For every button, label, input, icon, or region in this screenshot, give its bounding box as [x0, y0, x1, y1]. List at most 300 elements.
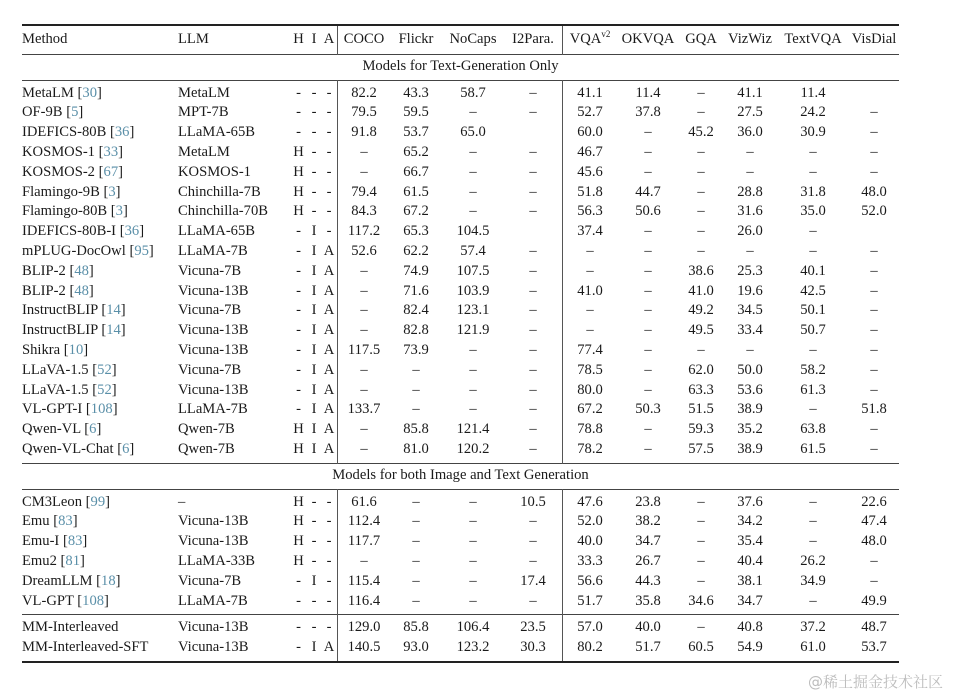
okvqa-cell: 50.3: [635, 401, 661, 418]
header-i2para: I2Para.: [504, 25, 563, 54]
i2para-cell: [504, 222, 563, 242]
vqav2-cell: 60.0: [577, 124, 603, 141]
citation-link[interactable]: [108]: [77, 592, 109, 609]
h-flag: -: [296, 592, 301, 609]
header-i: I: [311, 31, 317, 47]
llm-cell: Vicuna-13B: [178, 619, 249, 636]
textvqa-cell: 42.5: [800, 282, 826, 299]
h-flag: H: [293, 203, 304, 220]
h-flag: H: [293, 143, 304, 160]
method-name: BLIP-2: [22, 282, 66, 299]
method-name: MM-Interleaved: [22, 619, 119, 636]
textvqa-cell: 37.2: [800, 619, 826, 636]
coco-cell: –: [360, 262, 368, 279]
visdial-cell: –: [870, 361, 878, 378]
visdial-cell: –: [870, 381, 878, 398]
section-title: Models for both Image and Text Generation: [332, 466, 589, 483]
vqav2-cell: 78.2: [577, 440, 603, 457]
citation-link[interactable]: [108]: [85, 401, 118, 418]
citation-link[interactable]: [30]: [77, 84, 102, 101]
citation-link[interactable]: [3]: [103, 183, 121, 200]
h-flag: H: [293, 163, 304, 180]
h-flag: -: [296, 639, 301, 656]
okvqa-cell: 11.4: [635, 84, 661, 101]
h-flag: H: [293, 533, 304, 550]
i-flag: I: [311, 223, 317, 240]
coco-cell: –: [360, 282, 368, 299]
header-vqa-sup: v2: [601, 29, 611, 40]
textvqa-cell: –: [809, 493, 817, 510]
citation-link[interactable]: [14]: [101, 302, 126, 319]
nocaps-cell: –: [469, 552, 477, 569]
okvqa-cell: 50.6: [635, 203, 661, 220]
vqav2-cell: 78.8: [577, 421, 603, 438]
citation-number: 108: [90, 401, 113, 418]
nocaps-cell: –: [469, 572, 477, 589]
a-flag: A: [321, 440, 338, 463]
vizwiz-cell: 35.4: [737, 533, 763, 550]
method-name: InstructBLIP: [22, 302, 98, 319]
citation-number: 30: [82, 84, 98, 101]
a-flag: A: [321, 301, 338, 321]
citation-link[interactable]: [83]: [53, 513, 78, 530]
i-flag: -: [311, 552, 317, 569]
citation-number: 52: [97, 361, 112, 378]
okvqa-cell: –: [644, 361, 652, 378]
table-row: [22, 80, 899, 103]
textvqa-cell: 30.9: [800, 124, 826, 141]
citation-link[interactable]: [3]: [110, 203, 128, 220]
flickr-cell: 59.5: [403, 104, 429, 121]
coco-cell: 112.4: [347, 513, 381, 530]
coco-cell: 117.5: [347, 341, 381, 358]
citation-link[interactable]: [33]: [98, 143, 123, 160]
nocaps-cell: –: [469, 401, 477, 418]
okvqa-cell: 34.7: [635, 533, 661, 550]
vizwiz-cell: 33.4: [737, 322, 763, 339]
table-row: [22, 592, 899, 615]
h-flag: H: [293, 440, 304, 457]
h-flag: -: [296, 572, 301, 589]
vqav2-cell: 57.0: [577, 619, 603, 636]
i-flag: -: [311, 84, 317, 101]
i-flag: I: [311, 302, 317, 319]
i-flag: -: [311, 124, 317, 141]
okvqa-cell: 44.7: [635, 183, 661, 200]
table-row: [22, 103, 899, 123]
table-row: [22, 183, 899, 203]
citation-link[interactable]: [36]: [109, 124, 135, 141]
a-flag: -: [321, 552, 338, 572]
a-flag: A: [321, 262, 338, 282]
method-cell: [22, 592, 178, 615]
citation-link[interactable]: [52]: [92, 381, 117, 398]
nocaps-cell: –: [469, 493, 477, 510]
coco-cell: –: [360, 163, 368, 180]
nocaps-cell: –: [469, 163, 477, 180]
llm-cell: Vicuna-7B: [178, 262, 242, 279]
citation-link[interactable]: [6]: [84, 421, 102, 438]
a-flag: -: [321, 222, 338, 242]
citation-number: 36: [124, 223, 140, 240]
okvqa-cell: 37.8: [635, 104, 661, 121]
nocaps-cell: –: [469, 143, 477, 160]
method-cell: [22, 301, 178, 321]
h-flag: -: [296, 619, 301, 636]
method-name: DreamLLM: [22, 572, 93, 589]
method-cell: [22, 512, 178, 532]
textvqa-cell: –: [809, 533, 817, 550]
header-h: H: [293, 31, 304, 47]
gqa-cell: –: [697, 619, 705, 636]
method-name: MM-Interleaved-SFT: [22, 639, 149, 656]
vizwiz-cell: 28.8: [737, 183, 763, 200]
vqav2-cell: 51.8: [577, 183, 603, 200]
citation-link[interactable]: [48]: [69, 282, 94, 299]
gqa-cell: –: [697, 513, 705, 530]
visdial-cell: –: [870, 242, 878, 259]
citation-link[interactable]: [18]: [96, 572, 121, 589]
a-flag: -: [321, 615, 338, 638]
okvqa-cell: –: [644, 440, 652, 457]
flickr-cell: 85.8: [403, 619, 429, 636]
flickr-cell: 65.2: [403, 143, 429, 160]
method-cell: [22, 381, 178, 401]
okvqa-cell: 44.3: [635, 572, 661, 589]
flickr-cell: 74.9: [403, 262, 429, 279]
vizwiz-cell: 34.7: [737, 592, 763, 609]
visdial-cell: 48.0: [861, 183, 887, 200]
nocaps-cell: –: [469, 104, 477, 121]
citation-link[interactable]: [95]: [129, 242, 154, 259]
method-cell: [22, 341, 178, 361]
citation-link[interactable]: [99]: [85, 493, 110, 510]
visdial-cell: 52.0: [861, 203, 887, 220]
i-flag: I: [311, 421, 317, 438]
i-flag: -: [311, 143, 317, 160]
textvqa-cell: 50.1: [800, 302, 826, 319]
i-flag: I: [311, 440, 317, 457]
gqa-cell: –: [697, 572, 705, 589]
okvqa-cell: –: [644, 282, 652, 299]
visdial-cell: 53.7: [861, 639, 887, 656]
visdial-cell: –: [870, 104, 878, 121]
nocaps-cell: 120.2: [456, 440, 490, 457]
vizwiz-cell: 31.6: [737, 203, 763, 220]
llm-cell: Qwen-7B: [178, 421, 235, 438]
method-cell: [22, 552, 178, 572]
table-row: [22, 440, 899, 463]
nocaps-cell: –: [469, 381, 477, 398]
citation-link[interactable]: [83]: [62, 533, 88, 550]
vizwiz-cell: 27.5: [737, 104, 763, 121]
vizwiz-cell: 41.1: [737, 84, 763, 101]
header-vqa-text: VQA: [569, 31, 602, 47]
method-name: Emu: [22, 513, 50, 530]
i2para-cell: [504, 123, 563, 143]
i-flag: -: [311, 533, 317, 550]
method-cell: [22, 183, 178, 203]
flickr-cell: 61.5: [403, 183, 429, 200]
method-cell: [22, 440, 178, 463]
flickr-cell: 65.3: [403, 223, 429, 240]
llm-cell: LLaMA-65B: [178, 124, 256, 141]
table-row: [22, 301, 899, 321]
nocaps-cell: –: [469, 361, 477, 378]
gqa-cell: 34.6: [688, 592, 714, 609]
citation-link[interactable]: [5]: [66, 104, 84, 121]
gqa-cell: –: [697, 552, 705, 569]
method-name: Qwen-VL: [22, 421, 81, 438]
i2para-cell: –: [504, 341, 563, 361]
flickr-cell: 53.7: [403, 124, 429, 141]
method-cell: [22, 80, 178, 103]
llm-cell: Vicuna-13B: [178, 639, 249, 656]
vqav2-cell: 46.7: [577, 143, 603, 160]
flickr-cell: 62.2: [403, 242, 429, 259]
h-flag: H: [293, 421, 304, 438]
a-flag: -: [321, 80, 338, 103]
okvqa-cell: –: [644, 223, 652, 240]
h-flag: -: [296, 282, 301, 299]
vizwiz-cell: 34.5: [737, 302, 763, 319]
h-flag: -: [296, 104, 301, 121]
citation-number: 81: [65, 552, 80, 569]
vqav2-cell: 67.2: [577, 401, 603, 418]
i2para-cell: –: [504, 103, 563, 123]
i-flag: I: [311, 322, 317, 339]
flickr-cell: 93.0: [403, 639, 429, 656]
vizwiz-cell: –: [746, 143, 754, 160]
citation-number: 108: [82, 592, 105, 609]
i2para-cell: 17.4: [504, 572, 563, 592]
okvqa-cell: 40.0: [635, 619, 661, 636]
vizwiz-cell: 36.0: [737, 124, 763, 141]
visdial-cell: [849, 80, 899, 103]
vqav2-cell: 80.0: [577, 381, 603, 398]
coco-cell: –: [360, 143, 368, 160]
table-row: [22, 262, 899, 282]
method-name: Emu2: [22, 552, 57, 569]
llm-cell: MetaLM: [178, 84, 230, 101]
gqa-cell: –: [697, 163, 705, 180]
okvqa-cell: –: [644, 143, 652, 160]
okvqa-cell: –: [644, 322, 652, 339]
textvqa-cell: 58.2: [800, 361, 826, 378]
header-vqav2: [563, 25, 618, 54]
textvqa-cell: 35.0: [800, 203, 826, 220]
citation-number: 14: [106, 302, 121, 319]
llm-cell: MetaLM: [178, 143, 230, 160]
okvqa-cell: –: [644, 341, 652, 358]
method-name: KOSMOS-2: [22, 163, 95, 180]
header-nocaps: NoCaps: [449, 31, 497, 47]
vqav2-cell: 52.0: [577, 513, 603, 530]
citation-link[interactable]: [67]: [98, 163, 123, 180]
method-cell: [22, 321, 178, 341]
vqav2-cell: –: [586, 242, 594, 259]
a-flag: A: [321, 638, 338, 662]
gqa-cell: 49.5: [688, 322, 714, 339]
citation-link[interactable]: [36]: [119, 223, 145, 240]
method-cell: [22, 103, 178, 123]
citation-number: 48: [74, 282, 89, 299]
gqa-cell: 60.5: [688, 639, 714, 656]
i2para-cell: –: [504, 163, 563, 183]
llm-cell: Qwen-7B: [178, 440, 235, 457]
visdial-cell: [849, 222, 899, 242]
citation-number: 6: [89, 421, 97, 438]
citation-link[interactable]: [6]: [117, 440, 135, 457]
nocaps-cell: 121.9: [456, 322, 490, 339]
llm-cell: LLaMA-33B: [178, 552, 256, 569]
h-flag: -: [296, 341, 301, 358]
okvqa-cell: –: [644, 262, 652, 279]
a-flag: -: [321, 572, 338, 592]
citation-number: 5: [71, 104, 79, 121]
flickr-cell: 67.2: [403, 203, 429, 220]
i-flag: I: [311, 572, 317, 589]
coco-cell: 117.2: [347, 223, 381, 240]
coco-cell: 140.5: [347, 639, 381, 656]
table-row: [22, 321, 899, 341]
h-flag: H: [293, 493, 304, 510]
vqav2-cell: 78.5: [577, 361, 603, 378]
table-body: [22, 54, 899, 662]
i2para-cell: –: [504, 440, 563, 463]
llm-cell: Vicuna-7B: [178, 572, 242, 589]
h-flag: H: [293, 513, 304, 530]
textvqa-cell: –: [809, 143, 817, 160]
h-flag: -: [296, 124, 301, 141]
results-table-container: [22, 24, 953, 663]
i2para-cell: –: [504, 592, 563, 615]
section-header-row: [22, 54, 899, 80]
i2para-cell: –: [504, 552, 563, 572]
vizwiz-cell: 40.8: [737, 619, 763, 636]
textvqa-cell: –: [809, 401, 817, 418]
citation-number: 3: [108, 183, 116, 200]
coco-cell: –: [360, 322, 368, 339]
vizwiz-cell: –: [746, 242, 754, 259]
header-row: [22, 25, 899, 54]
textvqa-cell: 34.9: [800, 572, 826, 589]
gqa-cell: 49.2: [688, 302, 714, 319]
h-flag: -: [296, 223, 301, 240]
flickr-cell: 85.8: [403, 421, 429, 438]
method-name: Qwen-VL-Chat: [22, 440, 114, 457]
i2para-cell: –: [504, 400, 563, 420]
i-flag: -: [311, 619, 317, 636]
table-row: [22, 552, 899, 572]
table-row: [22, 222, 899, 242]
i-flag: -: [311, 163, 317, 180]
gqa-cell: –: [697, 493, 705, 510]
i2para-cell: –: [504, 242, 563, 262]
gqa-cell: –: [697, 203, 705, 220]
citation-link[interactable]: [14]: [101, 322, 126, 339]
nocaps-cell: 106.4: [456, 619, 490, 636]
llm-cell: MPT-7B: [178, 104, 229, 121]
flickr-cell: –: [412, 493, 420, 510]
i2para-cell: –: [504, 143, 563, 163]
method-name: IDEFICS-80B: [22, 124, 107, 141]
flickr-cell: 81.0: [403, 440, 429, 457]
llm-cell: Vicuna-13B: [178, 381, 249, 398]
vizwiz-cell: 26.0: [737, 223, 763, 240]
coco-cell: 91.8: [351, 124, 377, 141]
flickr-cell: –: [412, 533, 420, 550]
i-flag: -: [311, 493, 317, 510]
i-flag: I: [311, 361, 317, 378]
gqa-cell: –: [697, 341, 705, 358]
vizwiz-cell: –: [746, 341, 754, 358]
coco-cell: –: [360, 552, 368, 569]
citation-number: 67: [103, 163, 119, 180]
citation-number: 14: [106, 322, 121, 339]
visdial-cell: 47.4: [861, 513, 887, 530]
i2para-cell: –: [504, 183, 563, 203]
h-flag: -: [296, 302, 301, 319]
textvqa-cell: –: [809, 592, 817, 609]
watermark: @稀土掘金技术社区: [807, 673, 943, 691]
a-flag: -: [321, 532, 338, 552]
vqav2-cell: 77.4: [577, 341, 603, 358]
i2para-cell: –: [504, 512, 563, 532]
visdial-cell: –: [870, 302, 878, 319]
table-row: [22, 572, 899, 592]
method-name: CM3Leon: [22, 493, 82, 510]
llm-cell: LLaMA-7B: [178, 242, 248, 259]
textvqa-cell: 24.2: [800, 104, 826, 121]
okvqa-cell: –: [644, 242, 652, 259]
textvqa-cell: 11.4: [800, 84, 826, 101]
textvqa-cell: 26.2: [800, 552, 826, 569]
header-vizwiz: VizWiz: [728, 31, 772, 47]
vizwiz-cell: 53.6: [737, 381, 763, 398]
method-name: IDEFICS-80B-I: [22, 223, 117, 240]
visdial-cell: 49.9: [861, 592, 887, 609]
i-flag: I: [311, 262, 317, 279]
section-title: Models for Text-Generation Only: [362, 57, 559, 74]
flickr-cell: –: [412, 513, 420, 530]
a-flag: -: [321, 143, 338, 163]
a-flag: -: [321, 163, 338, 183]
i2para-cell: –: [504, 532, 563, 552]
method-name: LLaVA-1.5: [22, 361, 89, 378]
gqa-cell: 45.2: [688, 124, 714, 141]
table-row: [22, 400, 899, 420]
nocaps-cell: 123.2: [456, 639, 490, 656]
citation-link[interactable]: [81]: [60, 552, 85, 569]
method-cell: [22, 242, 178, 262]
method-cell: [22, 572, 178, 592]
citation-link[interactable]: [10]: [63, 341, 89, 358]
okvqa-cell: –: [644, 163, 652, 180]
citation-number: 18: [101, 572, 116, 589]
citation-number: 83: [67, 533, 83, 550]
table-row: [22, 615, 899, 638]
citation-number: 95: [134, 242, 149, 259]
nocaps-cell: 121.4: [456, 421, 490, 438]
textvqa-cell: 61.3: [800, 381, 826, 398]
citation-link[interactable]: [48]: [69, 262, 94, 279]
i2para-cell: –: [504, 301, 563, 321]
citation-link[interactable]: [52]: [92, 361, 117, 378]
textvqa-cell: 61.0: [800, 639, 826, 656]
visdial-cell: 48.7: [861, 619, 887, 636]
gqa-cell: 57.5: [688, 440, 714, 457]
